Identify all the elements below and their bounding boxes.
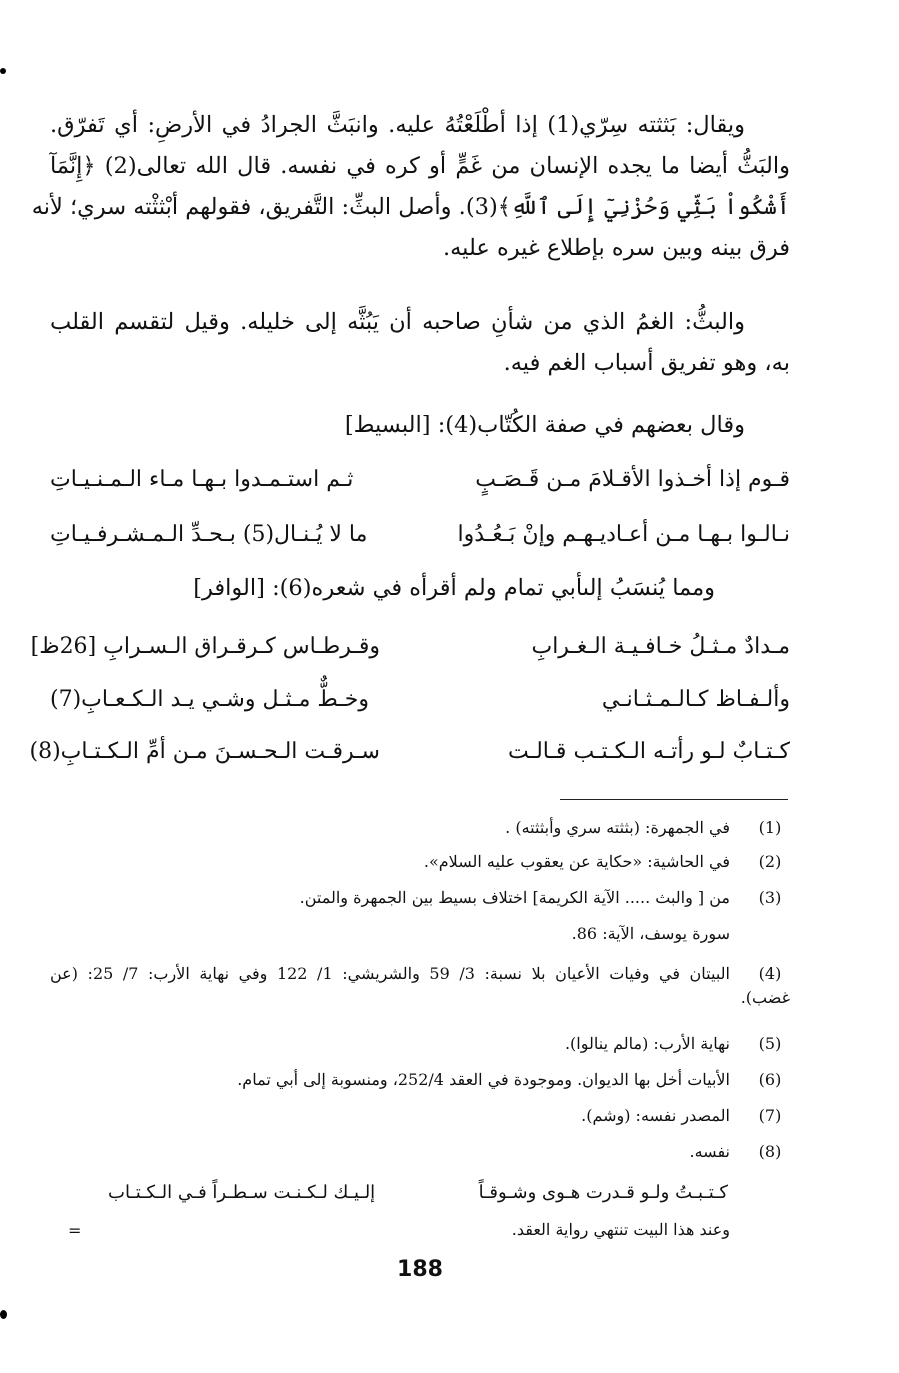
paragraph-1-line-1: ويقال: بَثثته سِرّي(1) إذا أطْلَعْتُهُ عليه. وانبَثَّ الجرادُ في الأرضِ: أي تَفرّق. bbox=[50, 112, 745, 138]
footnote-closing-text: وعند هذا البيت تنتهي رواية العقد. bbox=[511, 1220, 730, 1239]
scan-speck-bottom bbox=[0, 1310, 7, 1319]
footnote-8 bbox=[50, 1140, 790, 1164]
verse-first-hemistich: قـوم إذا أخـذوا الأقـلامَ مـن قَـصَـبٍ bbox=[475, 467, 790, 492]
footnote-text: غضب). bbox=[740, 988, 790, 1007]
verse-line bbox=[50, 460, 790, 500]
footnote-text: سورة يوسف، الآية: 86. bbox=[571, 924, 730, 943]
footnote-verse-second-hemistich: إلـيـك لـكـنـت سـطـراً فـي الـكـتـاب bbox=[108, 1182, 376, 1203]
footnote-number: (3) bbox=[758, 888, 782, 907]
paragraph-2 bbox=[50, 302, 790, 384]
footnote-number: (7) bbox=[758, 1106, 782, 1125]
paragraph-1-line-3: أَشْكُواْ بَثِّي وَحُزْنِيٓ إِلَى ٱللَّهِ﴾(3). وأصل البثِّ: التَّفريق، فقولهم أبْثثْته سري؛ لأنه bbox=[31, 194, 790, 220]
footnote-number: (4) bbox=[758, 964, 782, 983]
continuation-mark: = bbox=[68, 1221, 82, 1240]
footnote-text: البيتان في وفيات الأعيان بلا نسبة: 3/ 59 والشريشي: 1/ 122 وفي نهاية الأرب: 7/ 25: (عن bbox=[50, 964, 730, 983]
scan-speck-top bbox=[0, 68, 6, 74]
paragraph-1 bbox=[31, 105, 790, 269]
footnote-text: الأبيات أخل بها الديوان. وموجودة في العقد 252/4، ومنسوبة إلى أبي تمام. bbox=[237, 1070, 730, 1089]
footnote-text: في الجمهرة: (بثثته سري وأبثثته) . bbox=[505, 818, 730, 837]
footnote-number: (8) bbox=[758, 1142, 782, 1161]
footnote-1 bbox=[50, 816, 790, 840]
verse-intro-2-text: ومما يُنسَبُ إلىأبي تمام ولم أقرأه في شعره(6): [الوافر] bbox=[193, 575, 715, 601]
footnote-text: المصدر نفسه: (وشم). bbox=[581, 1106, 730, 1125]
footnote-4 bbox=[50, 962, 790, 1022]
footnote-verse bbox=[108, 1178, 728, 1208]
verse-second-hemistich: ما لا يُـنـال(5) بـحـدِّ الـمـشـرفـيـاتِ bbox=[50, 522, 368, 547]
page-number: 188 bbox=[397, 1257, 443, 1282]
verse-line bbox=[29, 732, 790, 772]
verse-intro-1-text: وقال بعضهم في صفة الكُتّاب(4): [البسيط] bbox=[344, 412, 745, 438]
verse-line bbox=[50, 515, 790, 555]
footnote-7 bbox=[50, 1104, 790, 1128]
verse-line bbox=[50, 680, 790, 720]
verse-first-hemistich: وألـفـاظ كـالـمـثـانـي bbox=[601, 687, 790, 712]
verse-first-hemistich: نـالـوا بـهـا مـن أعـاديـهـم وإنْ بَـعُـدُوا bbox=[457, 522, 790, 547]
verse-second-hemistich: وخـطٌّ مـثـل وشـي يـد الـكـعـابِ(7) bbox=[50, 687, 369, 712]
verse-second-hemistich: سـرقـت الـحـسـنَ مـن أمِّ الـكـتـابِ(8) bbox=[29, 739, 380, 764]
verse-first-hemistich: كـتـابٌ لـو رأتـه الـكـتـب قـالـت bbox=[508, 739, 790, 764]
footnote-text: من [ والبث ..... الآية الكريمة] اختلاف بسيط بين الجمهرة والمتن. bbox=[299, 888, 730, 907]
paragraph-2-line-1: والبثُّ: الغمُ الذي من شأنِ صاحبه أن يَبُثَّه إلى خليله. وقيل لتقسم القلب bbox=[50, 309, 745, 335]
verse-intro-2 bbox=[50, 568, 790, 609]
footnote-verse-first-hemistich: كـتـبـتُ ولـو قـدرت هـوى وشـوقـاً bbox=[478, 1182, 728, 1203]
footnote-closing-note bbox=[50, 1218, 790, 1242]
footnote-text: نفسه. bbox=[689, 1142, 730, 1161]
verse-intro-1 bbox=[50, 405, 790, 446]
footnote-number: (1) bbox=[758, 818, 782, 837]
paragraph-1-line-4: فرق بينه وبين سره بإطلاع غيره عليه. bbox=[442, 235, 790, 261]
footnote-3 bbox=[50, 886, 790, 954]
footnote-number: (5) bbox=[758, 1034, 782, 1053]
footnote-2 bbox=[50, 850, 790, 874]
footnote-number: (6) bbox=[758, 1070, 782, 1089]
footnote-text: نهاية الأرب: (مالم ينالوا). bbox=[564, 1034, 730, 1053]
footnote-separator bbox=[560, 799, 788, 800]
footnote-text: في الحاشية: «حكاية عن يعقوب عليه السلام». bbox=[423, 852, 730, 871]
paragraph-1-line-2: والبَثُّ أيضا ما يجده الإنسان من غَمٍّ أو كره في نفسه. قال الله تعالى(2) ﴿إِنَّمَآ bbox=[50, 153, 790, 179]
verse-line bbox=[30, 627, 790, 667]
footnote-6 bbox=[50, 1068, 790, 1092]
verse-second-hemistich: وقـرطـاس كـرقـراق الـسـرابِ [26ظ] bbox=[30, 634, 380, 659]
verse-second-hemistich: ثـم استـمـدوا بـهـا مـاء الـمـنـيـاتِ bbox=[50, 467, 354, 492]
verse-first-hemistich: مـدادٌ مـثـلُ خـافـيـة الـغـرابِ bbox=[531, 634, 790, 659]
footnote-5 bbox=[50, 1032, 790, 1056]
paragraph-2-line-2: به، وهو تفريق أسباب الغم فيه. bbox=[503, 350, 790, 376]
footnote-number: (2) bbox=[758, 852, 782, 871]
